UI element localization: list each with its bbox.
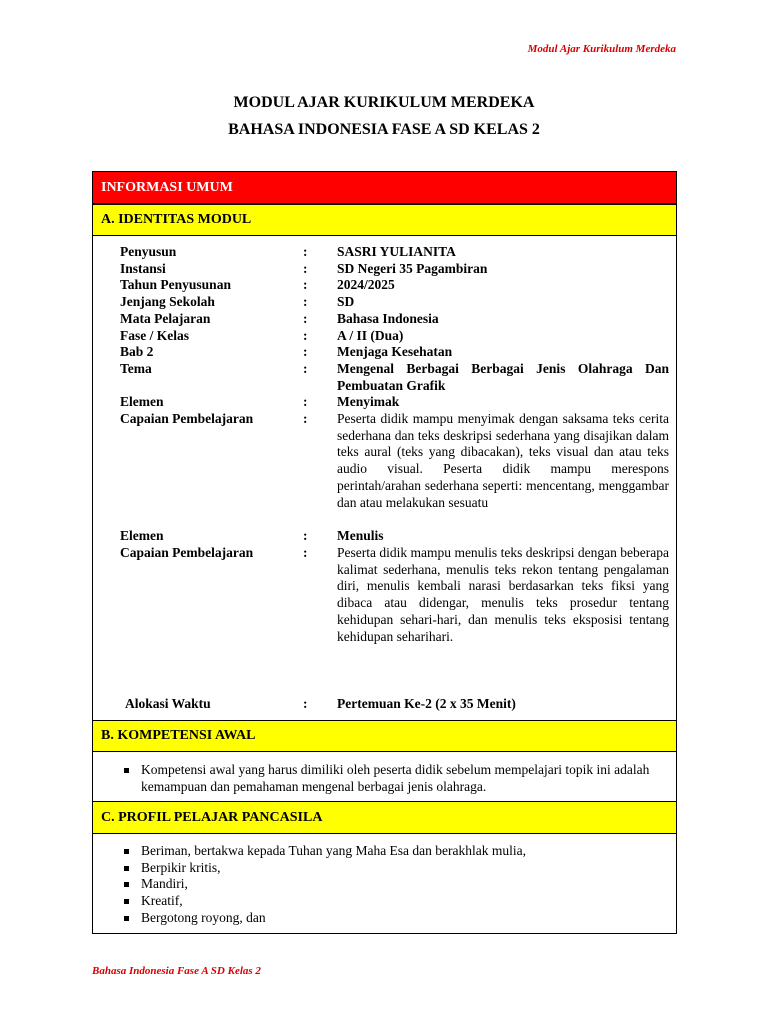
identitas-label: Penyusun [120,244,177,259]
identitas-value: A / II (Dua) [337,327,404,343]
list-item-text: Kompetensi awal yang harus dimiliki oleh peserta didik sebelum mempelajari topik ini adalah kemampuan dan pemahaman mengenal berbagai jenis olahraga. [141,762,650,794]
colon: : [303,310,308,326]
bullet-square-icon [124,916,129,921]
identitas-label: Alokasi Waktu [125,696,211,711]
colon: : [303,244,308,259]
identitas-value: Bahasa Indonesia [337,310,439,326]
colon: : [303,545,308,560]
section-kompetensi-awal: B. KOMPETENSI AWAL [93,720,676,752]
colon: : [303,394,308,410]
bullet-square-icon [124,866,129,871]
bullet-square-icon [124,899,129,904]
identitas-label: Mata Pelajaran [120,310,211,326]
identitas-label: Tahun Penyusunan [120,277,231,293]
document-subtitle: BAHASA INDONESIA FASE A SD KELAS 2 [228,121,540,138]
footer-note: Bahasa Indonesia Fase A SD Kelas 2 [92,965,261,977]
identitas-label: Tema [120,360,152,376]
list-item-text: Bergotong royong, dan [141,909,266,925]
colon: : [303,260,308,276]
list-item [121,876,651,893]
bullet-square-icon [124,882,129,887]
identitas-value: 2024/2025 [337,277,395,293]
identitas-label: Elemen [120,528,164,543]
identitas-value: SD [337,294,355,310]
identitas-value: Menyimak [337,394,400,410]
identitas-label: Elemen [120,394,164,410]
list-item [121,910,651,927]
list-item [121,843,651,860]
module-table [92,171,677,934]
colon: : [303,696,308,711]
colon: : [303,277,308,293]
list-item [121,762,651,795]
header-note: Modul Ajar Kurikulum Merdeka [527,43,676,55]
identitas-label: Capaian Pembelajaran [120,411,254,426]
list-item-text: Kreatif, [141,893,183,909]
identitas-value: Mengenal Berbagai Berbagai Jenis Olahraga Dan Pembuatan Grafik [337,360,669,393]
colon: : [303,528,308,543]
bullet-square-icon [124,849,129,854]
list-item [121,860,651,877]
section-identitas-modul: A. IDENTITAS MODUL [93,204,676,236]
identitas-value: Menjaga Kesehatan [337,344,453,360]
bullet-square-icon [124,768,129,773]
identitas-label: Capaian Pembelajaran [120,545,254,560]
colon: : [303,327,308,343]
list-item-text: Berpikir kritis, [141,859,221,875]
identitas-value: Pertemuan Ke-2 (2 x 35 Menit) [337,696,516,711]
identitas-label: Instansi [120,260,166,276]
list-item [121,893,651,910]
colon: : [303,294,308,310]
identitas-value: SASRI YULIANITA [337,244,456,259]
identitas-label: Jenjang Sekolah [120,294,215,310]
list-item-text: Mandiri, [141,876,188,892]
section-profil-pelajar: C. PROFIL PELAJAR PANCASILA [93,801,676,834]
profil-pelajar-list [121,843,651,927]
section-informasi-umum: INFORMASI UMUM [93,172,676,204]
identitas-label: Bab 2 [120,344,154,360]
list-item-text: Beriman, bertakwa kepada Tuhan yang Maha Esa dan berakhlak mulia, [141,843,527,858]
document-title: MODUL AJAR KURIKULUM MERDEKA [233,94,535,111]
colon: : [303,411,308,426]
identitas-label: Fase / Kelas [120,327,189,343]
identitas-value: Peserta didik mampu menulis teks deskripsi dengan beberapa kalimat sederhana, menulis teks rekon tentang pengalaman diri, menulis kembali narasi berdasarkan teks fiksi yang dibaca atau didengar, menulis teks prosedur tentang kehidupan sehari-hari, dan menulis teks eksposisi tentang kehidupan seharihari. [337,545,669,644]
colon: : [303,360,308,376]
colon: : [303,344,308,360]
identitas-value: Menulis [337,528,384,543]
identitas-value: Peserta didik mampu menyimak dengan saksama teks cerita sederhana dan teks deskripsi sederhana yang disajikan dalam teks aural (teks yang dibacakan), teks visual dan atau teks audio visual. Peserta didik mampu merespons perintah/arahan sederhana seperti: mencentang, menggambar dan atau melakukan sesuatu [337,411,669,510]
kompetensi-awal-list [121,762,651,795]
identitas-value: SD Negeri 35 Pagambiran [337,260,488,276]
